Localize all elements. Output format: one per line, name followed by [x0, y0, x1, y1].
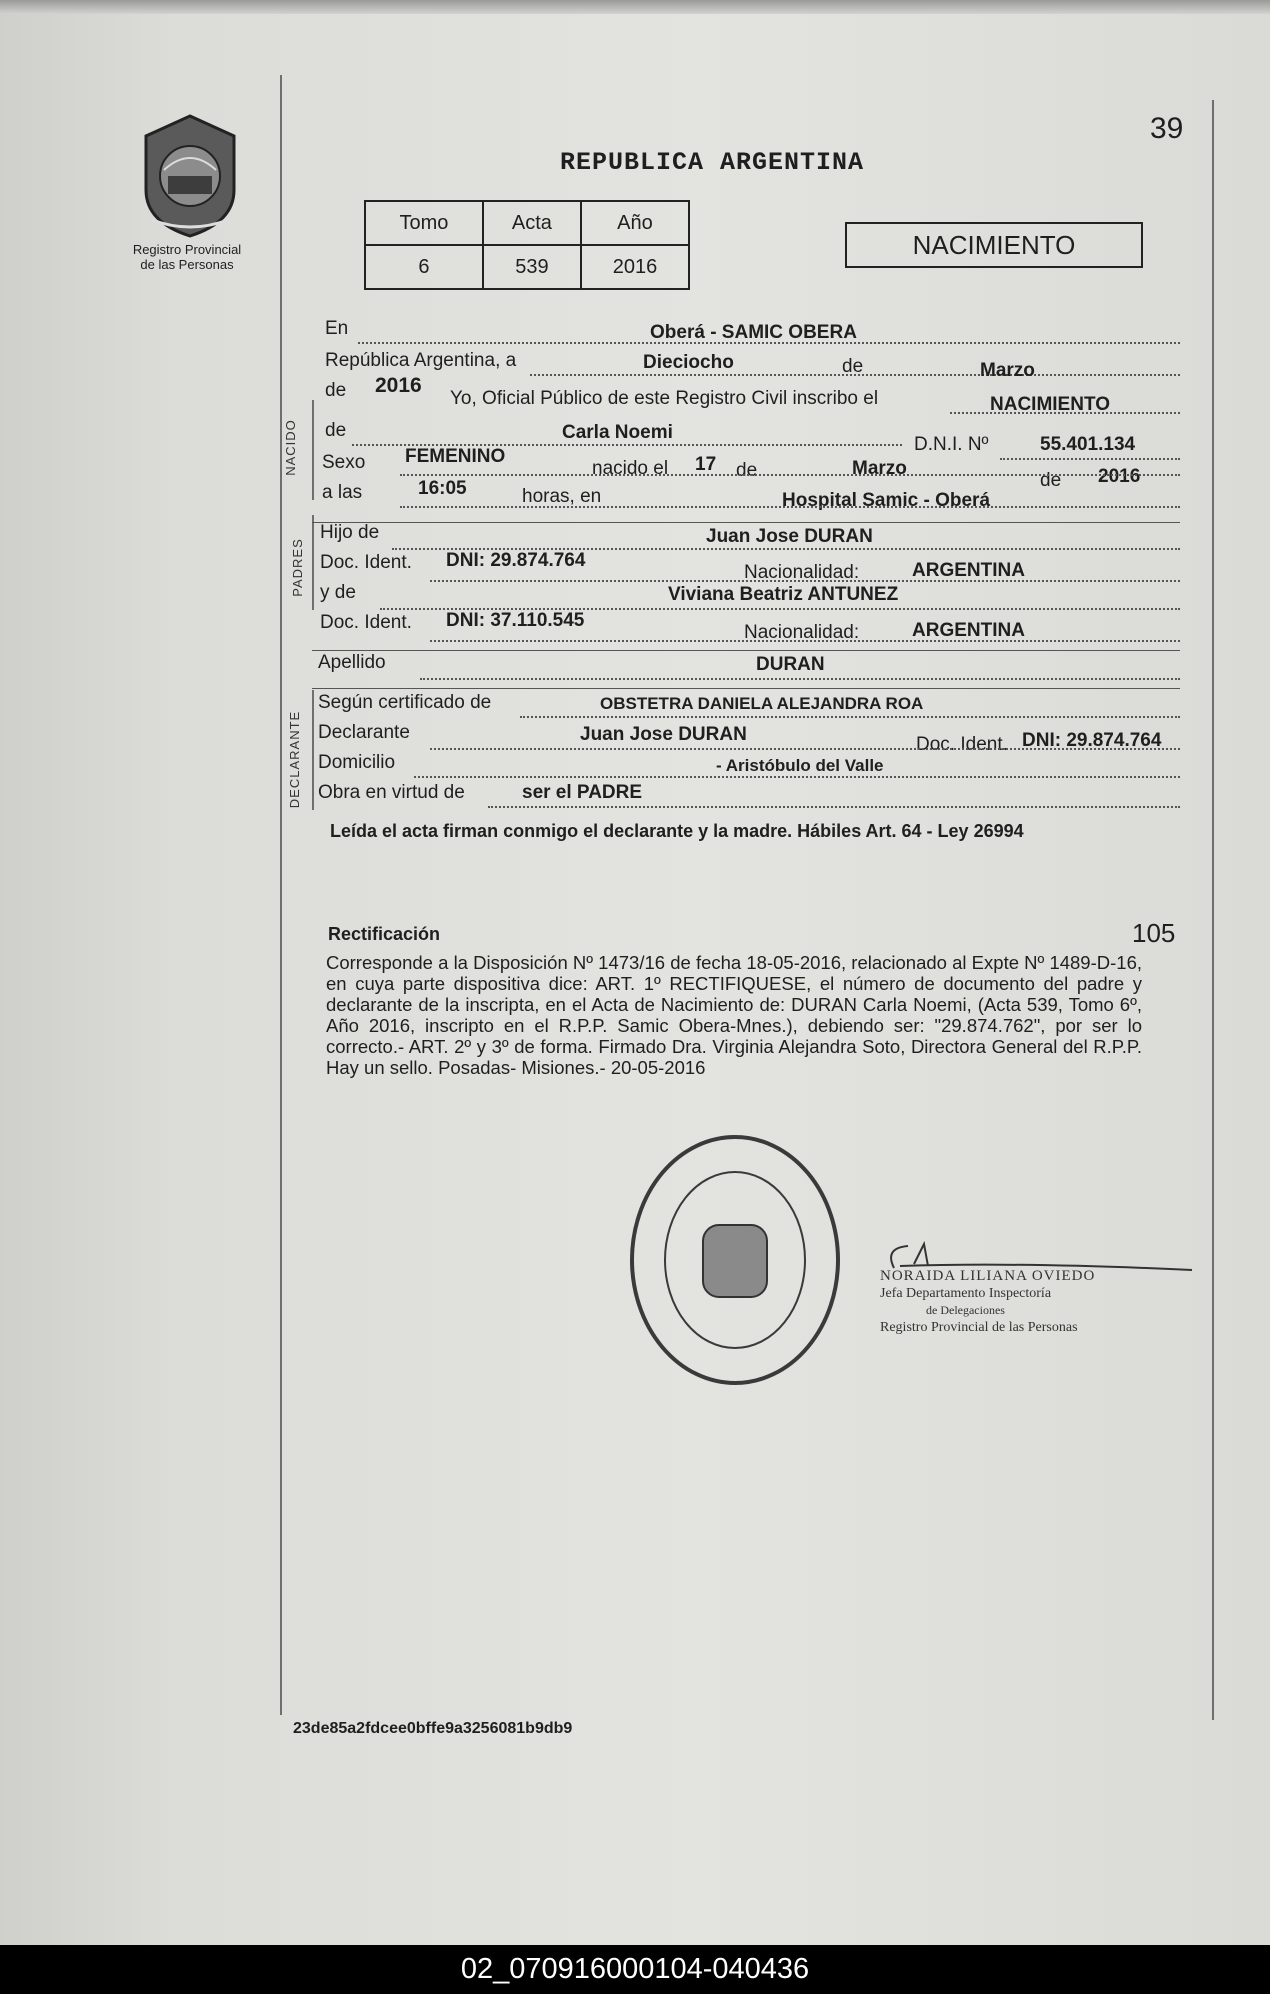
de-label-2: de	[736, 460, 758, 481]
obra-value: ser el PADRE	[522, 782, 643, 803]
signing-note: Leída el acta firman conmigo el declarante y la madre. Hábiles Art. 64 - Ley 26994	[330, 821, 1024, 841]
de-year-label: de	[325, 380, 347, 401]
child-name-value: Carla Noemi	[562, 422, 673, 443]
apellido-dotline	[420, 678, 1180, 680]
declarant-doc-value: DNI: 29.874.764	[1022, 730, 1162, 751]
signatory-block	[880, 1268, 1100, 1336]
tomo-value: 6	[365, 245, 483, 289]
hijo-de-label: Hijo de	[320, 522, 380, 543]
mother-name-value: Viviana Beatriz ANTUNEZ	[668, 584, 899, 605]
y-de-label: y de	[320, 582, 356, 603]
ano-value: 2016	[581, 245, 689, 289]
apellido-separator	[312, 688, 1180, 689]
de-label-3: de	[1040, 470, 1062, 491]
nacido-el-label: nacido el	[592, 458, 669, 479]
left-margin-rule	[280, 75, 282, 1715]
certificate-value: OBSTETRA DANIELA ALEJANDRA ROA	[600, 694, 924, 713]
place-value: Oberá - SAMIC OBERA	[650, 322, 857, 343]
acta-value: 539	[483, 245, 581, 289]
republica-label: República Argentina, a	[325, 350, 517, 371]
de-month-label: de	[842, 356, 864, 377]
sex-value: FEMENINO	[405, 446, 506, 467]
ano-header: Año	[581, 201, 689, 245]
father-doc-dotline	[430, 580, 1180, 582]
signatory-registry: Registro Provincial de las Personas	[880, 1320, 1078, 1335]
province-coat-of-arms-logo	[130, 110, 250, 240]
horas-en-label: horas, en	[522, 486, 602, 507]
address-value: - Aristóbulo del Valle	[716, 756, 884, 775]
declarant-doc-label: Doc. Ident.	[916, 734, 1008, 755]
registry-volume-table	[364, 200, 690, 290]
acta-header: Acta	[483, 201, 581, 245]
rectification-text: Corresponde a la Disposición Nº 1473/16 de fecha 18-05-2016, relacionado al Expte Nº 1489-D-16, en cuya parte dispositiva dice: ART. 1º RECTIFIQUESE, el número de documento del padre y declarante de la inscripta, en el Acta de Nacimiento de: DURAN Carla Noemi, (Acta 539, Tomo 6º, Año 2016, inscripto en el R.P.P. Samic Obera-Mnes.), debiendo ser: "29.874.762", por ser lo correcto.- ART. 2º y 3º de forma. Firmado Dra. Virginia Alejandra Soto, Directora General del R.P.P. Hay un sello. Posadas- Misiones.- 20-05-2016	[326, 952, 1142, 1078]
scan-id-bar: 02_070916000104-040436	[0, 1945, 1270, 1994]
nacido-rule	[312, 400, 314, 500]
signatory-dept: de Delegaciones	[926, 1303, 1005, 1317]
mother-doc-dotline	[430, 640, 1180, 642]
father-doc-label: Doc. Ident.	[320, 552, 412, 573]
signatory-name: NORAIDA LILIANA OVIEDO	[880, 1268, 1096, 1284]
padres-side-label: PADRES	[289, 538, 305, 597]
rectification-heading: Rectificación	[328, 924, 441, 944]
declarante-dotline	[430, 748, 1180, 750]
nacido-separator	[312, 522, 1180, 523]
page-number: 39	[1150, 112, 1184, 145]
hora-dotline	[400, 506, 1180, 508]
segun-dotline	[520, 716, 1180, 718]
mother-nationality-label: Nacionalidad:	[744, 622, 860, 643]
day-value: Dieciocho	[643, 352, 734, 373]
domicilio-label: Domicilio	[318, 752, 396, 773]
birth-time-value: 16:05	[418, 478, 467, 499]
act-type-box: NACIMIENTO	[845, 222, 1143, 268]
registry-caption	[112, 242, 262, 272]
declarant-name-value: Juan Jose DURAN	[580, 724, 747, 745]
domicilio-dotline	[414, 776, 1180, 778]
segun-label: Según certificado de	[318, 692, 492, 713]
month-value: Marzo	[980, 360, 1035, 381]
right-margin-rule	[1212, 100, 1214, 1720]
a-las-label: a las	[322, 482, 363, 503]
declarante-rule	[312, 690, 314, 810]
child-dni-value: 55.401.134	[1040, 434, 1136, 455]
birth-month-value: Marzo	[852, 458, 907, 479]
tomo-header: Tomo	[365, 201, 483, 245]
obra-label: Obra en virtud de	[318, 782, 465, 803]
father-doc-value: DNI: 29.874.764	[446, 550, 586, 571]
birth-day-value: 17	[695, 454, 717, 475]
father-name-value: Juan Jose DURAN	[706, 526, 873, 547]
signatory-role: Jefa Departamento Inspectoría	[880, 1286, 1052, 1301]
scan-top-edge	[0, 0, 1270, 14]
year-value: 2016	[375, 374, 422, 397]
act-value: NACIMIENTO	[990, 394, 1110, 415]
ministry-seal-stamp	[625, 1130, 845, 1390]
obra-dotline	[488, 806, 1180, 808]
mother-doc-label: Doc. Ident.	[320, 612, 412, 633]
padres-separator	[312, 650, 1180, 651]
hospital-value: Hospital Samic - Oberá	[782, 490, 991, 511]
document-hash: 23de85a2fdcee0bffe9a3256081b9db9	[293, 1720, 573, 1737]
registry-caption-line-2: de las Personas	[140, 257, 234, 272]
declarante-label: Declarante	[318, 722, 410, 743]
document-title: REPUBLICA ARGENTINA	[560, 148, 865, 177]
dni-label: D.N.I. Nº	[914, 434, 989, 455]
nacido-side-label: NACIDO	[282, 419, 298, 476]
father-nationality-label: Nacionalidad:	[744, 562, 860, 583]
declarante-side-label: DECLARANTE	[287, 710, 303, 809]
registry-caption-line-1: Registro Provincial	[132, 242, 242, 257]
birth-year-value: 2016	[1098, 466, 1141, 487]
dni-dotline	[1000, 458, 1180, 460]
en-label: En	[325, 318, 349, 339]
father-nationality-value: ARGENTINA	[912, 560, 1025, 581]
surname-value: DURAN	[756, 654, 825, 675]
padres-rule	[312, 515, 314, 610]
de-name-label: de	[325, 420, 347, 441]
apellido-label: Apellido	[318, 652, 386, 673]
mother-doc-value: DNI: 37.110.545	[446, 610, 585, 631]
rectification-number: 105	[1132, 918, 1176, 948]
mother-nationality-value: ARGENTINA	[912, 620, 1025, 641]
sexo-dotline	[400, 474, 1180, 476]
oficial-text: Yo, Oficial Público de este Registro Civil inscribo el	[450, 388, 879, 409]
sexo-label: Sexo	[322, 452, 366, 473]
